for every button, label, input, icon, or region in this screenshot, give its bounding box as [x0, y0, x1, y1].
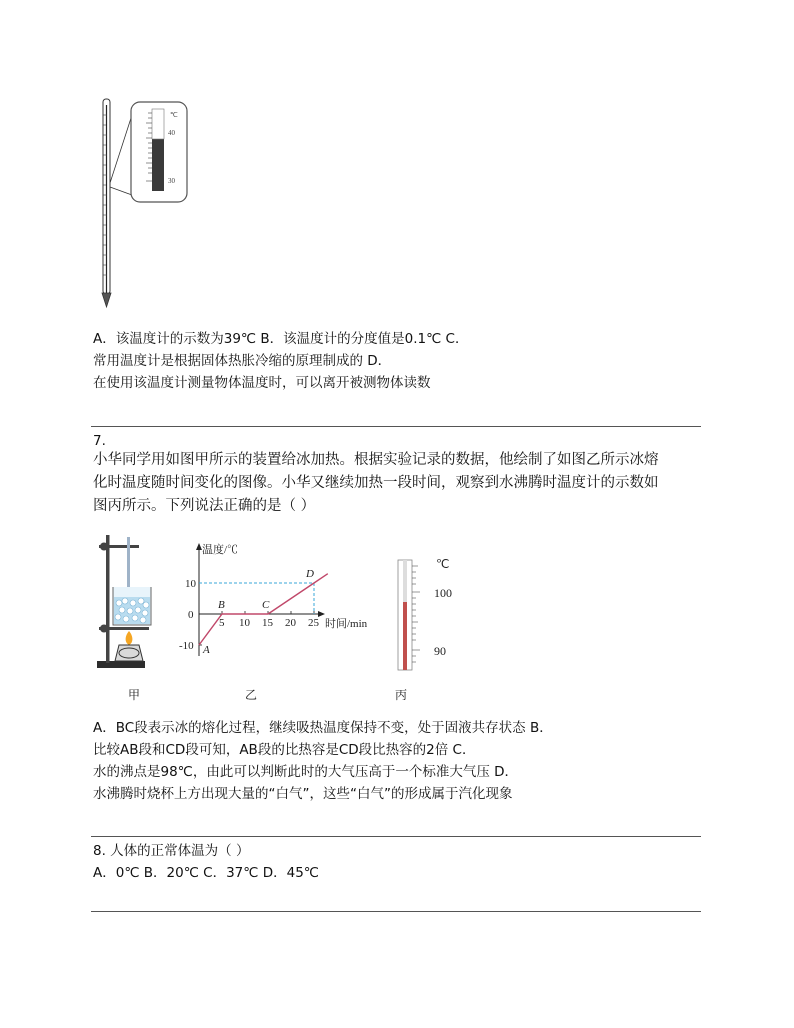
x-tick-label-4: 25: [308, 617, 319, 629]
x-axis-arrow: [318, 611, 325, 617]
point-label-C: C: [262, 599, 270, 611]
divider-2: [91, 836, 701, 837]
q8-options: A．0℃ B．20℃ C．37℃ D．45℃: [93, 865, 319, 881]
q7-option-line-3: 水的沸点是98℃，由此可以判断此时的大气压高于一个标准大气压 D．: [93, 764, 519, 780]
q6-magnifier-label-lower: 30: [168, 177, 175, 185]
q7-boiling-thermometer: [392, 558, 462, 674]
y-tick-label-0: 10: [185, 578, 196, 590]
caption-jia: 甲: [128, 688, 141, 702]
y-tick-label-2: -10: [179, 640, 194, 652]
q7-bing-label-upper: 100: [434, 586, 452, 600]
q8-stem: 8. 人体的正常体温为（ ）: [93, 843, 250, 859]
q7-option-line-2: 比较AB段和CD段可知，AB段的比热容是CD段比热容的2倍 C．: [93, 742, 476, 758]
point-label-D: D: [306, 568, 314, 580]
q7-apparatus-figure: [93, 533, 163, 671]
q7-bing-label-lower: 90: [434, 644, 446, 658]
x-tick-label-3: 20: [285, 617, 296, 629]
y-axis-label: 温度/℃: [202, 544, 239, 556]
q6-magnified-scale: [130, 101, 188, 203]
q7-option-line-1: A．BC段表示冰的熔化过程，继续吸热温度保持不变，处于固液共存状态 B．: [93, 720, 553, 736]
divider-1: [91, 426, 701, 427]
q7-number: 7.: [93, 433, 106, 449]
q6-option-line-2: 常用温度计是根据固体热胀冷缩的原理制成的 D．: [93, 353, 392, 369]
q7-stem-line-1: 小华同学用如图甲所示的装置给冰加热。根据实验记录的数据，他绘制了如图乙所示冰熔: [93, 452, 659, 468]
x-axis-label: 时间/min: [325, 618, 368, 630]
origin-label: 0: [188, 609, 194, 621]
q7-option-line-4: 水沸腾时烧杯上方出现大量的“白气”，这些“白气”的形成属于汽化现象: [93, 786, 513, 802]
q7-temperature-chart: [172, 538, 382, 668]
q6-magnifier-label-upper: 40: [168, 129, 175, 137]
x-tick-label-0: 5: [219, 617, 225, 629]
x-tick-label-1: 10: [239, 617, 250, 629]
q6-option-line-3: 在使用该温度计测量物体温度时，可以离开被测物体读数: [93, 375, 431, 391]
q7-stem-line-2: 化时温度随时间变化的图像。小华又继续加热一段时间，观察到水沸腾时温度计的示数如: [93, 475, 659, 491]
point-label-B: B: [218, 599, 225, 611]
caption-bing: 丙: [395, 688, 408, 702]
q7-stem-line-3: 图丙所示。下列说法正确的是（ ）: [93, 498, 316, 514]
point-label-A: A: [203, 644, 210, 656]
divider-3: [91, 911, 701, 912]
q6-magnifier-unit: ℃: [170, 111, 178, 119]
q7-mercury-column: [403, 602, 407, 670]
caption-yi: 乙: [245, 688, 258, 702]
q7-bing-unit: ℃: [436, 558, 450, 571]
x-tick-label-2: 15: [262, 617, 273, 629]
q6-option-line-1: A．该温度计的示数为39℃ B．该温度计的分度值是0.1℃ C．: [93, 331, 469, 347]
